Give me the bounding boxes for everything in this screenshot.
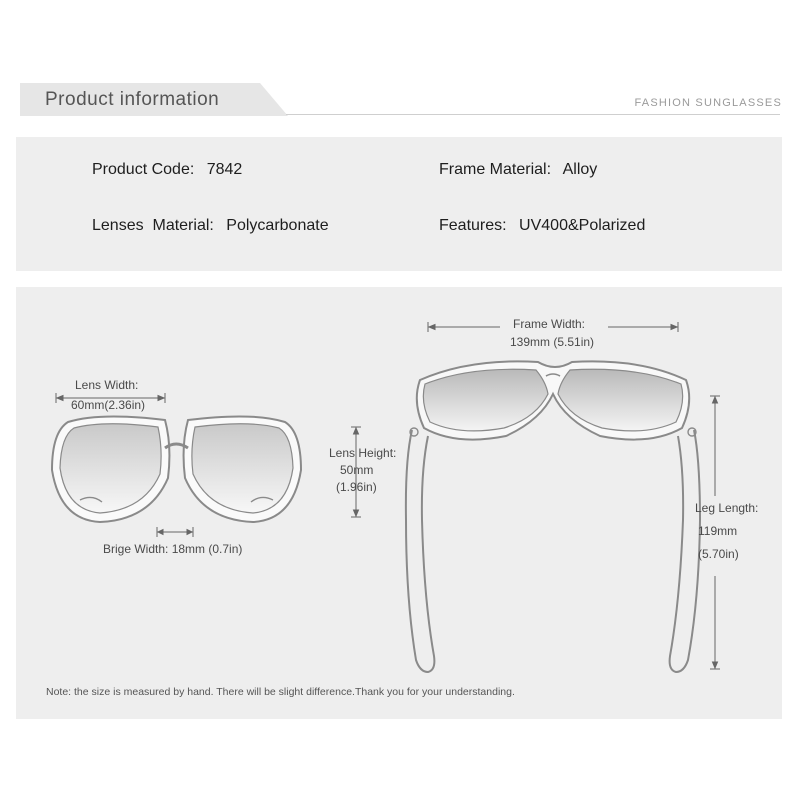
lenses-material-value: Polycarbonate bbox=[226, 217, 329, 234]
frame-width-label: Frame Width: bbox=[513, 317, 586, 331]
product-code-label: Product Code: bbox=[92, 161, 195, 178]
lenses-material-label: Lenses Material: bbox=[92, 217, 214, 234]
top-view-sunglasses bbox=[406, 361, 700, 672]
bridge bbox=[165, 444, 188, 448]
page-title: Product information bbox=[45, 89, 220, 110]
front-view-sunglasses bbox=[52, 416, 301, 522]
measurement-note: Note: the size is measured by hand. There will be slight difference.Thank you for your understanding. bbox=[46, 686, 515, 698]
leg-length-in: (5.70in) bbox=[698, 547, 739, 561]
features-label: Features: bbox=[439, 217, 507, 234]
lens-width-label: Lens Width: bbox=[75, 378, 139, 392]
features-value: UV400&Polarized bbox=[519, 217, 646, 234]
bridge-width-dimension bbox=[157, 527, 193, 537]
frame-width-value: 139mm (5.51in) bbox=[510, 335, 595, 349]
left-temple bbox=[406, 430, 435, 672]
lens-height-label: Lens Height: bbox=[329, 446, 397, 460]
lens-height-in: (1.96in) bbox=[336, 480, 377, 494]
lens-height-mm: 50mm bbox=[340, 463, 374, 477]
bridge-width-text: Brige Width: 18mm (0.7in) bbox=[103, 542, 243, 556]
frame-material-value: Alloy bbox=[562, 161, 598, 178]
frame-material-label: Frame Material: bbox=[439, 161, 552, 178]
leg-length-label: Leg Length: bbox=[695, 501, 759, 515]
lens-width-value: 60mm(2.36in) bbox=[71, 398, 146, 412]
product-code-value: 7842 bbox=[206, 161, 243, 178]
right-temple bbox=[670, 430, 700, 672]
leg-length-mm: 119mm bbox=[698, 524, 738, 538]
tagline: FASHION SUNGLASSES bbox=[634, 97, 782, 109]
